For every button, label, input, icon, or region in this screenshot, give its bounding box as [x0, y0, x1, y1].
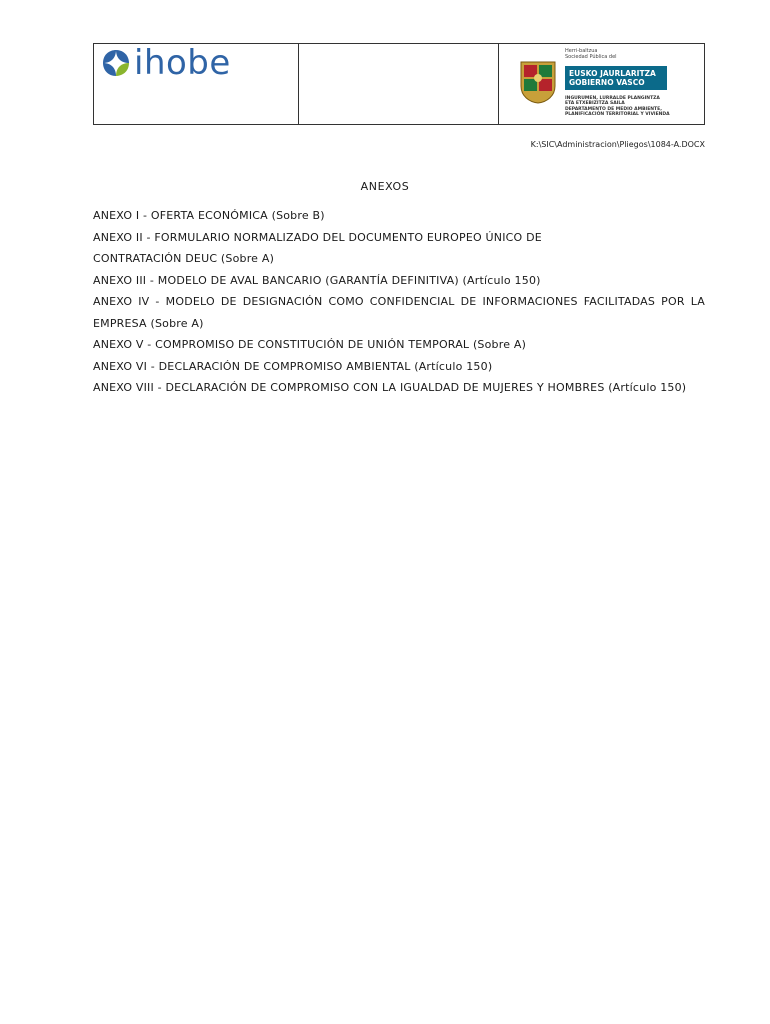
government-cell — [499, 44, 704, 124]
gov-top-line-2: Sociedad Pública del — [565, 54, 617, 60]
gov-banner — [565, 66, 667, 90]
page-title: ANEXOS — [360, 180, 410, 193]
gov-dept-line-4: PLANIFICACIÓN TERRITORIAL Y VIVIENDA — [565, 112, 670, 117]
gov-dept-line-1: INGURUMEN, LURRALDE PLANGINTZA — [565, 96, 660, 101]
logo-text: ihobe — [134, 43, 231, 83]
gov-banner-line-1: EUSKO JAURLARITZA — [569, 69, 656, 78]
gov-top-line-1: Herri-baltzua — [565, 48, 598, 54]
annex-item-2: ANEXO II - FORMULARIO NORMALIZADO DEL DOCUMENTO EUROPEO ÚNICO DE CONTRATACIÓN DEUC (Sobre A) — [93, 230, 542, 265]
gov-dept-line-3: DEPARTAMENTO DE MEDIO AMBIENTE, — [565, 107, 662, 112]
gov-dept-line-2: ETA ETXEBIZITZA SAILA — [565, 101, 625, 106]
file-path: K:\SIC\Administracion\Pliegos\1084-A.DOCX — [530, 140, 705, 149]
gobierno-vasco-logo — [509, 48, 699, 122]
gov-banner-line-2: GOBIERNO VASCO — [569, 78, 645, 87]
annex-item-5: ANEXO V - COMPROMISO DE CONSTITUCIÓN DE UNIÓN TEMPORAL (Sobre A) — [93, 338, 527, 351]
ihobe-logo — [101, 43, 231, 83]
annex-item-4: ANEXO IV - MODELO DE DESIGNACIÓN COMO CONFIDENCIAL DE INFORMACIONES FACILITADAS POR LA EMPRESA (Sobre A) — [93, 295, 705, 330]
annex-item-6: ANEXO VI - DECLARACIÓN DE COMPROMISO AMBIENTAL (Artículo 150) — [93, 359, 493, 373]
logo-cell — [94, 44, 299, 124]
leaf-icon — [101, 48, 131, 78]
annex-item-3: ANEXO III - MODELO DE AVAL BANCARIO (GARANTÍA DEFINITIVA) (Artículo 150) — [93, 273, 541, 287]
coat-of-arms-icon — [517, 60, 559, 104]
annex-item-1: ANEXO I - OFERTA ECONÓMICA (Sobre B) — [93, 209, 325, 222]
annex-item-7: ANEXO VIII - DECLARACIÓN DE COMPROMISO CON LA IGUALDAD DE MUJERES Y HOMBRES (Artículo 150) — [93, 381, 687, 394]
header-table — [93, 43, 705, 125]
annex-list — [93, 205, 705, 399]
empty-cell — [299, 44, 499, 124]
